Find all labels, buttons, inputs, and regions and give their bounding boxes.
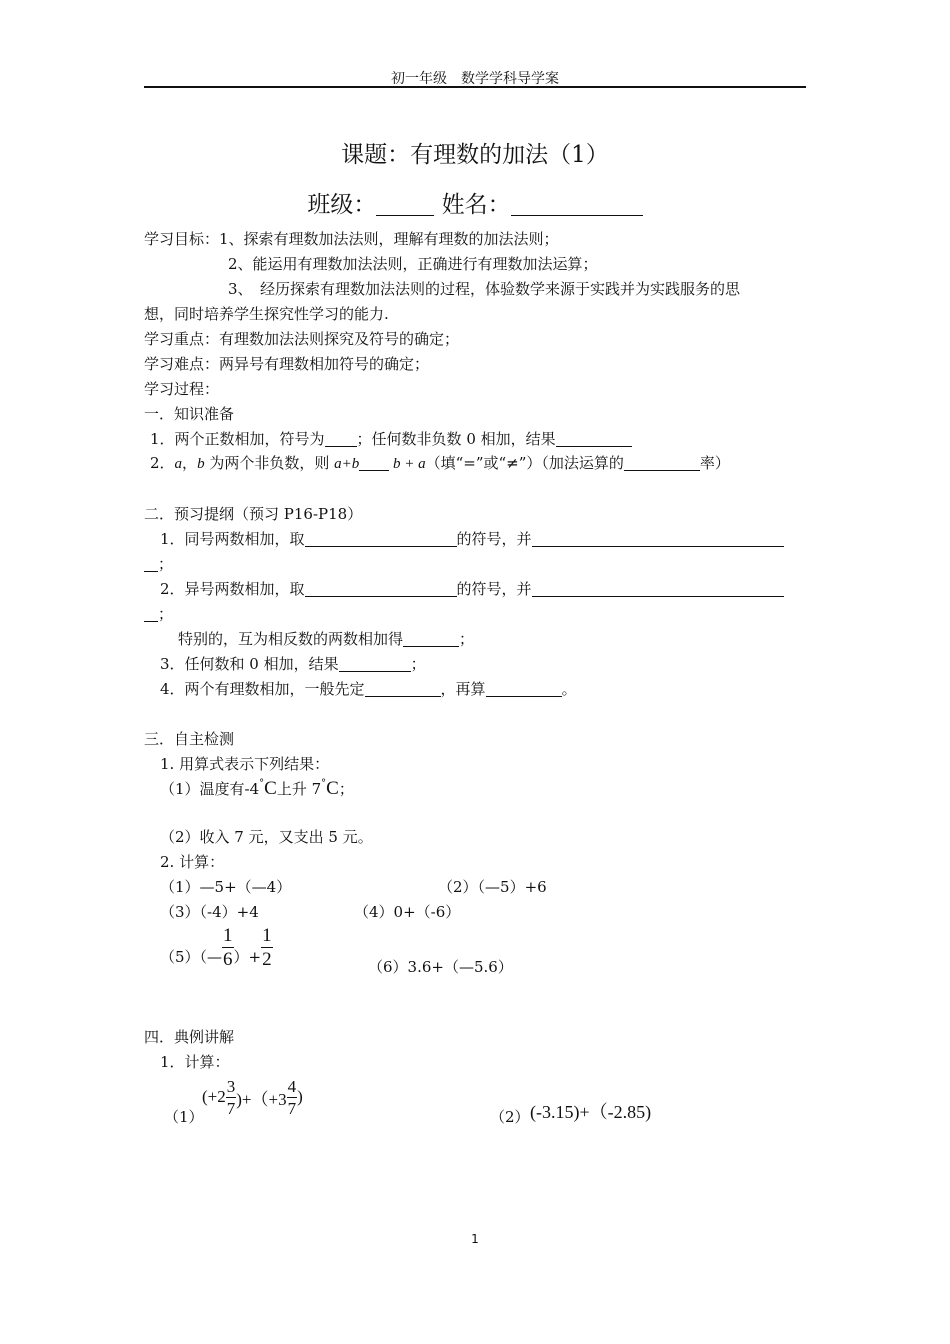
fraction-bar (261, 947, 273, 948)
page-number: 1 (471, 1232, 479, 1246)
calc-4: （4）0+（-6） (354, 903, 461, 921)
fraction-one-sixth (222, 926, 234, 969)
fraction-denominator: 7 (226, 1098, 236, 1118)
section2-heading: 二．预习提纲（预习 P16-P18） (144, 505, 363, 523)
calc-5-label: （5）（— (160, 947, 223, 966)
s1q2-sep: ， (182, 454, 198, 472)
section3-q1-1 (160, 778, 354, 800)
fraction-one-half (261, 926, 273, 969)
s1q2-text-b: 为两个非负数，则 (204, 454, 335, 472)
section2-q3 (160, 653, 426, 674)
s1q2-var-a: a (174, 456, 183, 472)
s2q2-blank-1[interactable] (305, 581, 457, 597)
s2-special-text-b: ； (459, 630, 475, 648)
e1-text-c: ) (297, 1087, 303, 1106)
class-label: 班级： (307, 192, 377, 218)
s1q1-blank-2[interactable] (556, 431, 632, 447)
fraction-bar (222, 947, 234, 948)
section1-heading: 一．知识准备 (144, 405, 235, 423)
page-title: 课题：有理数的加法（1） (341, 142, 609, 168)
celsius-unit: C (326, 778, 339, 799)
calc-3: （3）（-4）+4 (160, 903, 259, 921)
s1q2-text-a: 2． (150, 454, 175, 472)
objective-line-1: 学习目标：1、探索有理数加法法则，理解有理数的加法法则； (144, 230, 559, 248)
s2q1-blank-3[interactable] (144, 556, 158, 572)
s3q1-1-text-a: （1）温度有-4 (160, 780, 260, 798)
s2q4-blank-1[interactable] (365, 681, 441, 697)
fraction-denominator: 6 (223, 948, 233, 970)
name-blank[interactable] (511, 193, 643, 216)
s1q1-text-a: 1．两个正数相加，符号为 (150, 430, 325, 448)
class-name-line (0, 186, 950, 219)
s2q2-tail-text: ； (158, 605, 174, 623)
s1q2-var-b: b (197, 456, 205, 472)
section1-q2 (150, 452, 730, 473)
difficulty: 学习难点：两异号有理数相加符号的确定； (144, 355, 430, 373)
s1q2-expr2: b + a (389, 456, 426, 472)
class-blank[interactable] (376, 193, 434, 216)
section1-q1 (150, 428, 632, 449)
fraction-numerator: 3 (226, 1076, 236, 1096)
header-rule (144, 86, 806, 88)
section3-q2: 2. 计算： (160, 853, 225, 871)
s2q2-text-a: 2．异号两数相加，取 (160, 580, 305, 598)
fraction-denominator: 7 (287, 1098, 297, 1118)
example-1-label: （1） (164, 1108, 204, 1126)
s2q2-text-b: 的符号，并 (456, 580, 532, 598)
s3q1-1-text-c: ； (338, 780, 354, 798)
s1q1-text-b: ；任何数非负数 0 相加，结果 (356, 430, 556, 448)
fraction-four-sevenths (287, 1078, 298, 1117)
fraction-three-sevenths (226, 1078, 237, 1117)
s2q4-text-b: ，再算 (440, 680, 486, 698)
s1q2-blank-1[interactable] (359, 455, 389, 471)
section2-q1 (160, 528, 784, 549)
s2q1-text-a: 1．同号两数相加，取 (160, 530, 305, 548)
process-label: 学习过程： (144, 380, 220, 398)
section2-q2 (160, 578, 784, 599)
calc-5 (160, 922, 273, 972)
section3-q1-2: （2）收入 7 元，又支出 5 元。 (160, 828, 373, 846)
section3-q1: 1. 用算式表示下列结果： (160, 755, 330, 773)
e1-text-a: (+2 (202, 1087, 226, 1106)
s2q1-tail-text: ； (158, 555, 174, 573)
s2q2-blank-2[interactable] (532, 581, 784, 597)
section2-q2-tail (144, 603, 173, 624)
section2-q1-tail (144, 553, 173, 574)
s1q1-blank-1[interactable] (325, 431, 357, 447)
section4-heading: 四．典例讲解 (144, 1028, 235, 1046)
s1q2-text-c: （填“=”或“≠”）（加法运算的 (425, 454, 624, 472)
calc-5-mid: ）+ (233, 947, 262, 966)
section2-special (178, 628, 474, 649)
s2q4-text-c: 。 (561, 680, 577, 698)
s2q4-blank-2[interactable] (486, 681, 562, 697)
s2q1-text-b: 的符号，并 (456, 530, 532, 548)
s2q1-blank-2[interactable] (532, 531, 784, 547)
celsius-unit: C (264, 778, 277, 799)
s1q2-blank-2[interactable] (624, 455, 700, 471)
s2q3-text-a: 3．任何数和 0 相加，结果 (160, 655, 339, 673)
s1q2-expr1: a+b (334, 456, 360, 472)
calc-6: （6）3.6+（—5.6） (368, 958, 513, 976)
degree-symbol: ° (259, 778, 265, 789)
s2q3-blank[interactable] (339, 656, 411, 672)
fraction-numerator: 4 (287, 1076, 297, 1096)
s2q3-text-b: ； (410, 655, 426, 673)
e1-text-b: )+（+3 (236, 1089, 287, 1109)
s2-special-text-a: 特别的，互为相反数的两数相加得 (178, 630, 404, 648)
name-label: 姓名： (441, 192, 511, 218)
fraction-numerator: 1 (262, 924, 272, 946)
s3q1-1-text-b: 上升 7 (276, 780, 322, 798)
example-2-expr: (-3.15)+（-2.85) (530, 1102, 652, 1122)
degree-symbol: ° (321, 778, 327, 789)
s2q4-text-a: 4．两个有理数相加，一般先定 (160, 680, 365, 698)
calc-2: （2）（—5）+6 (438, 878, 547, 896)
section3-heading: 三．自主检测 (144, 730, 235, 748)
example-2-label: （2） (490, 1108, 530, 1126)
section2-q4 (160, 678, 577, 699)
section4-q1: 1．计算： (160, 1053, 230, 1071)
fraction-bar (287, 1097, 298, 1098)
objective-line-3: 3、 经历探索有理数加法法则的过程，体验数学来源于实践并为实践服务的思 (228, 280, 741, 298)
s2q2-blank-3[interactable] (144, 606, 158, 622)
page-header: 初一年级 数学学科导学案 (391, 71, 559, 87)
objective-line-2: 2、能运用有理数加法法则，正确进行有理数加法运算； (228, 255, 598, 273)
fraction-numerator: 1 (223, 924, 233, 946)
calc-1: （1）—5+（—4） (160, 878, 292, 896)
s2-special-blank[interactable] (403, 631, 459, 647)
s1q2-text-d: 率） (699, 454, 730, 472)
objective-line-4: 想，同时培养学生探究性学习的能力. (144, 305, 389, 323)
fraction-bar (226, 1097, 237, 1098)
fraction-denominator: 2 (262, 948, 272, 970)
example-1-expr (202, 1072, 303, 1122)
key-point: 学习重点：有理数加法法则探究及符号的确定； (144, 330, 460, 348)
s2q1-blank-1[interactable] (305, 531, 457, 547)
